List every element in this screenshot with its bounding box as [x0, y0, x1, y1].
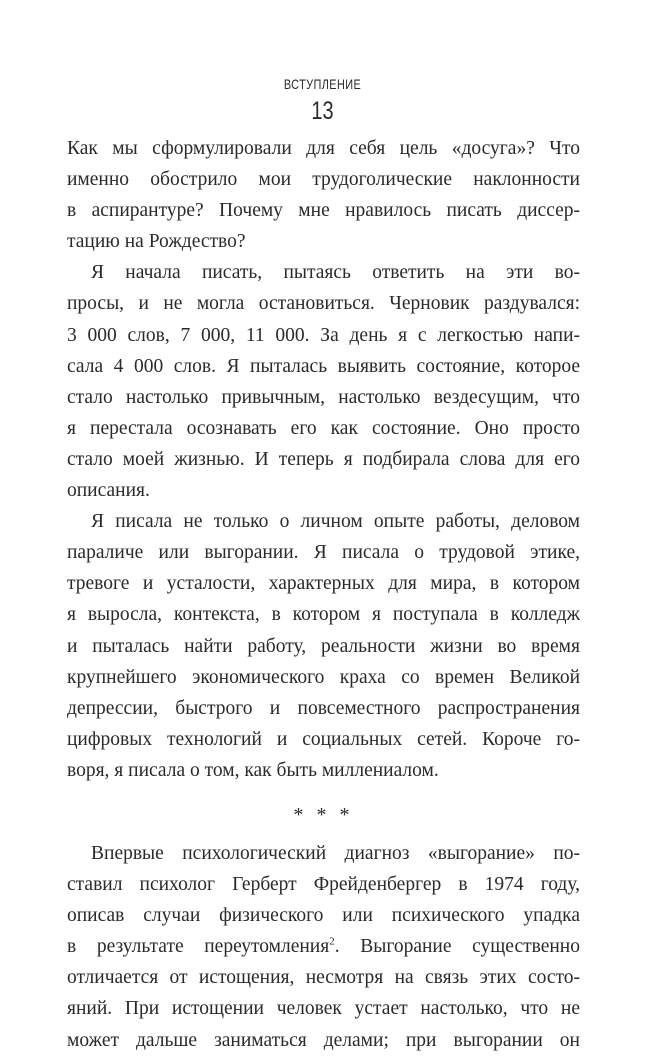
text-line: и пыталась найти работу, реальности жизни во время: [67, 635, 580, 657]
text-line: я перестала осознавать его как состояние. Оно просто: [67, 417, 580, 439]
body-text: [67, 133, 580, 1056]
text-line: описав случаи физического или психического упадка: [67, 905, 580, 927]
text-line: стало настолько привычным, настолько вездесущим, что: [67, 386, 580, 408]
section-separator: * * *: [293, 803, 354, 826]
text-line: ставил психолог Герберт Фрейденбергер в 1974 году,: [67, 874, 580, 896]
text-line: Как мы сформулировали для себя цель «досуга»? Что: [67, 138, 580, 159]
text-line: тревоге и усталости, характерных для мира, в котором: [67, 573, 580, 595]
text-line: депрессии, быстрого и повсеместного распространения: [67, 697, 580, 719]
text-line: описания.: [67, 480, 150, 502]
page-number: 13: [311, 97, 334, 125]
paragraph-3: [67, 506, 580, 786]
text-line: воря, я писала о том, как быть миллениалом.: [67, 759, 439, 781]
text-line: Я писала не только о личном опыте работы, деловом: [91, 511, 580, 533]
paragraph-1: [67, 133, 580, 257]
text-line: Впервые психологический диагноз «выгорание» по-: [91, 842, 580, 864]
text-line: сала 4 000 слов. Я пыталась выявить состояние, которое: [67, 355, 580, 377]
paragraph-4: [67, 838, 580, 1056]
text-line: [67, 931, 580, 962]
text-fragment: в результате переутомления: [67, 936, 330, 958]
text-line: Я начала писать, пытаясь ответить на эти во-: [91, 262, 580, 284]
paragraph-2: [67, 257, 580, 506]
text-line: параличе или выгорании. Я писала о трудовой этике,: [67, 542, 580, 564]
text-line: я выросла, контекста, в котором я поступала в колледж: [67, 604, 580, 626]
text-line: в аспирантуре? Почему мне нравилось писать диссер-: [67, 200, 580, 222]
text-line: цифровых технологий и социальных сетей. Короче го-: [67, 728, 580, 750]
footnote-reference[interactable]: 2: [329, 935, 335, 948]
text-line: крупнейшего экономического краха со времен Великой: [67, 666, 580, 688]
text-line: именно обострило мои трудоголические наклонности: [67, 169, 580, 191]
text-line: 3 000 слов, 7 000, 11 000. За день я с легкостью напи-: [67, 324, 580, 346]
text-line: отличается от истощения, несмотря на связь этих состо-: [67, 967, 580, 989]
text-line: может дальше заниматься делами; при выгорании он: [67, 1029, 580, 1051]
section-title: ВСТУПЛЕНИЕ: [283, 76, 362, 92]
text-line: тацию на Рождество?: [67, 231, 246, 253]
text-line: стало моей жизнью. И теперь я подбирала слова для его: [67, 448, 580, 470]
text-line: яний. При истощении человек устает настолько, что не: [67, 998, 580, 1020]
text-line: просы, и не могла остановиться. Черновик раздувался:: [67, 293, 580, 315]
text-fragment: . Выгорание существенно: [334, 936, 580, 958]
